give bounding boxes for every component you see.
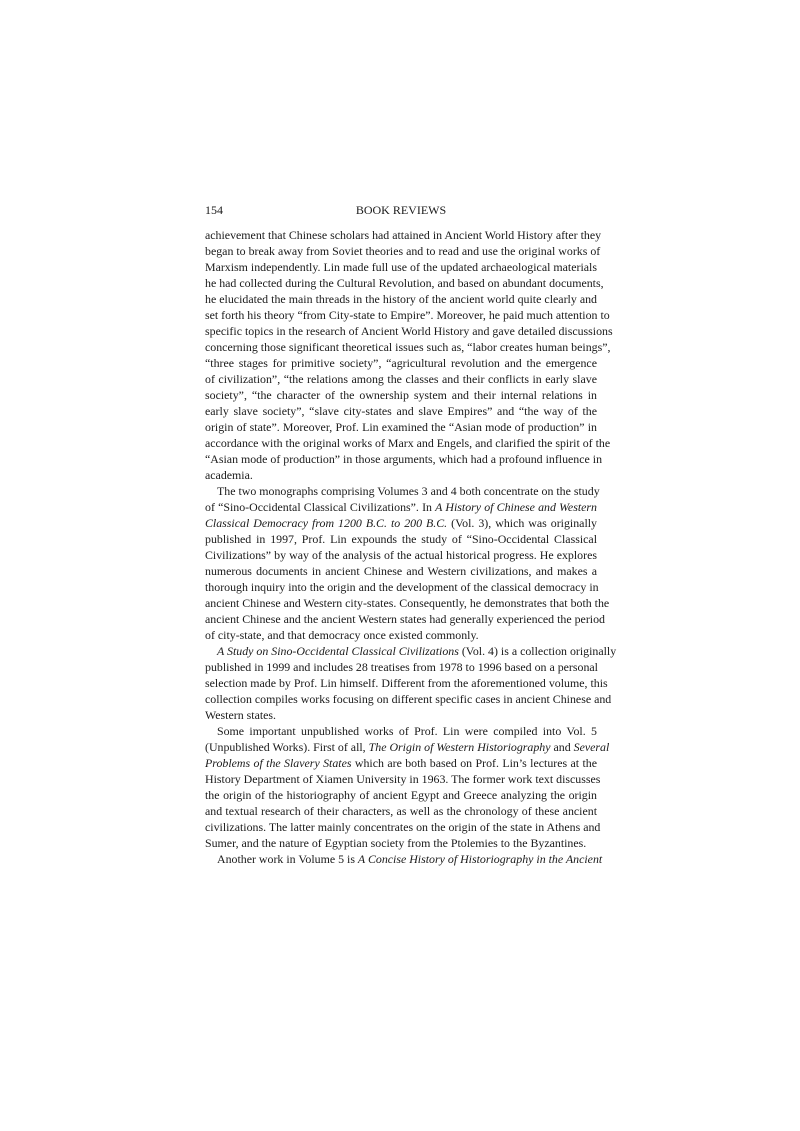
text-line	[205, 755, 597, 771]
text-line	[205, 579, 597, 595]
text-segment: of city-state, and that democracy once existed commonly.	[205, 628, 479, 642]
text-line	[205, 451, 603, 467]
text-line	[205, 531, 597, 547]
text-line	[205, 355, 597, 371]
text-segment: “Asian mode of production” in those arguments, which had a profound influence in	[205, 452, 603, 466]
text-segment: published in 1999 and includes 28 treatises from 1978 to 1996 based on a personal	[205, 660, 598, 674]
text-segment: and textual research of their characters, as well as the chronology of these ancient	[205, 804, 597, 818]
text-segment: Sumer, and the nature of Egyptian society from the Ptolemies to the Byzantines.	[205, 836, 587, 850]
text-segment: concerning those significant theoretical issues such as, “labor creates human beings”,	[205, 340, 611, 354]
text-segment: ancient Chinese and the ancient Western states had generally experienced the period	[205, 612, 605, 626]
text-segment: society”, “the character of the ownership system and their internal relations in	[205, 388, 597, 402]
italic-title: Classical Democracy from 1200 B.C. to 200 B.C.	[205, 516, 448, 530]
text-segment: Western states.	[205, 708, 277, 722]
text-segment: he had collected during the Cultural Revolution, and based on abundant documents,	[205, 276, 604, 290]
text-line	[205, 275, 604, 291]
text-line	[205, 787, 597, 803]
text-segment: which are both based on Prof. Lin’s lectures at the	[351, 756, 597, 770]
text-line	[205, 227, 602, 243]
text-segment: academia.	[205, 468, 253, 482]
text-line	[205, 819, 601, 835]
paragraph	[205, 227, 613, 483]
running-title: BOOK REVIEWS	[355, 203, 447, 217]
text-line	[205, 243, 601, 259]
text-line	[205, 627, 597, 643]
text-line	[205, 259, 597, 275]
text-segment: the origin of the historiography of ancient Egypt and Greece analyzing the origin	[205, 788, 597, 802]
text-line	[205, 371, 597, 387]
text-line	[205, 691, 612, 707]
paragraph	[205, 643, 617, 723]
paragraph	[205, 483, 610, 643]
text-line	[205, 515, 597, 531]
text-line	[205, 339, 611, 355]
text-line	[205, 611, 605, 627]
text-segment: accordance with the original works of Marx and Engels, and clarified the spirit of the	[205, 436, 611, 450]
text-segment: thorough inquiry into the origin and the development of the classical democracy in	[205, 580, 599, 594]
page-header	[205, 202, 597, 218]
text-segment: “three stages for primitive society”, “agricultural revolution and the emergence	[205, 356, 597, 370]
text-line	[205, 547, 597, 563]
paragraph	[205, 851, 603, 867]
text-line	[205, 291, 597, 307]
text-segment: early slave society”, “slave city-states and slave Empires” and “the way of the	[205, 404, 597, 418]
italic-title: The Origin of Western Historiography	[368, 740, 551, 754]
italic-title: A Concise History of Historiography in the Ancient	[357, 852, 603, 866]
text-segment: ancient Chinese and Western city-states. Consequently, he demonstrates that both the	[205, 596, 610, 610]
text-segment: set forth his theory “from City-state to Empire”. Moreover, he paid much attention to	[205, 308, 610, 322]
text-line	[205, 707, 597, 723]
text-segment: origin of state”. Moreover, Prof. Lin examined the “Asian mode of production” in	[205, 420, 597, 434]
text-segment: collection compiles works focusing on different specific cases in ancient Chinese and	[205, 692, 612, 706]
text-line	[205, 323, 613, 339]
text-segment: numerous documents in ancient Chinese and Western civilizations, and makes a	[205, 564, 597, 578]
text-segment: (Vol. 3), which was originally	[447, 516, 597, 530]
text-line	[205, 419, 597, 435]
italic-title: A History of Chinese and Western	[435, 500, 597, 514]
text-line	[205, 739, 610, 755]
text-segment: began to break away from Soviet theories and to read and use the original works of	[205, 244, 601, 258]
text-segment: (Unpublished Works). First of all,	[205, 740, 369, 754]
page-number: 154	[205, 203, 223, 217]
paragraph	[205, 723, 610, 851]
text-line	[205, 835, 597, 851]
text-segment: History Department of Xiamen University in 1963. The former work text discusses	[205, 772, 601, 786]
text-segment: Some important unpublished works of Prof. Lin were compiled into Vol. 5	[217, 724, 597, 738]
italic-title: Several	[573, 740, 610, 754]
text-segment: Marxism independently. Lin made full use of the updated archaeological materials	[205, 260, 597, 274]
text-line	[205, 659, 597, 675]
text-line	[205, 467, 597, 483]
text-segment: Civilizations” by way of the analysis of the actual historical progress. He explores	[205, 548, 597, 562]
text-segment: achievement that Chinese scholars had attained in Ancient World History after they	[205, 228, 602, 242]
text-segment: specific topics in the research of Ancient World History and gave detailed discussions	[205, 324, 613, 338]
text-segment: The two monographs comprising Volumes 3 and 4 both concentrate on the study	[217, 484, 600, 498]
text-segment: (Vol. 4) is a collection originally	[458, 644, 617, 658]
text-line	[205, 307, 610, 323]
text-segment: of “Sino-Occidental Classical Civilizations”. In	[205, 500, 436, 514]
text-segment: Another work in Volume 5 is	[217, 852, 358, 866]
text-line	[205, 771, 601, 787]
text-segment: and	[550, 740, 574, 754]
text-line	[205, 387, 597, 403]
text-line	[205, 851, 603, 867]
italic-title: Problems of the Slavery States	[205, 756, 352, 770]
italic-title: A Study on Sino-Occidental Classical Civilizations	[217, 644, 459, 658]
text-segment: selection made by Prof. Lin himself. Different from the aforementioned volume, this	[205, 676, 608, 690]
text-line	[205, 499, 597, 515]
text-line	[205, 403, 597, 419]
text-line	[205, 563, 597, 579]
text-segment: civilizations. The latter mainly concentrates on the origin of the state in Athens and	[205, 820, 601, 834]
text-line	[205, 723, 597, 739]
text-segment: of civilization”, “the relations among the classes and their conflicts in early slave	[205, 372, 597, 386]
text-line	[205, 483, 600, 499]
text-line	[205, 435, 611, 451]
text-line	[205, 803, 597, 819]
text-line	[205, 675, 608, 691]
text-segment: he elucidated the main threads in the history of the ancient world quite clearly and	[205, 292, 597, 306]
body-text	[205, 227, 617, 867]
text-segment: published in 1997, Prof. Lin expounds the study of “Sino-Occidental Classical	[205, 532, 597, 546]
text-line	[205, 643, 617, 659]
text-line	[205, 595, 610, 611]
